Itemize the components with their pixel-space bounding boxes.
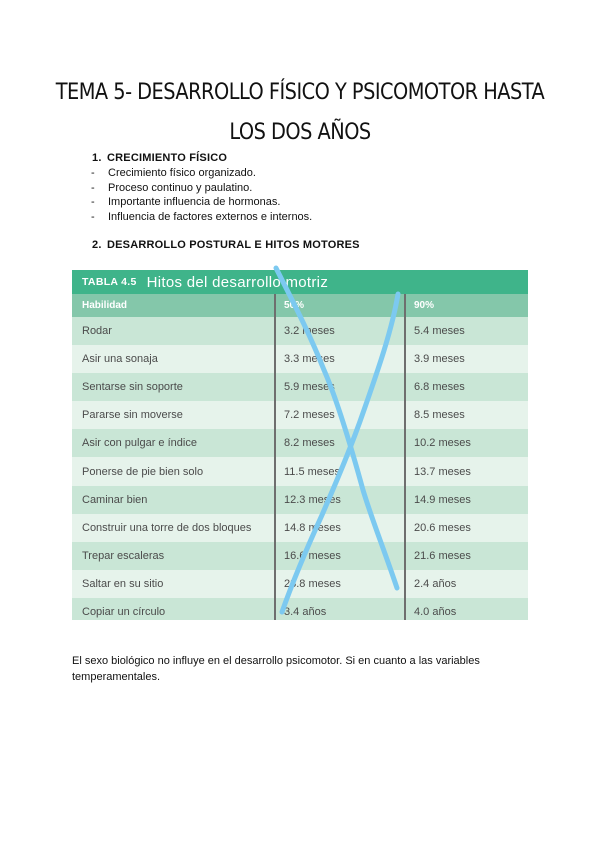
column-divider	[404, 294, 406, 620]
cell-90: 5.4 meses	[414, 325, 465, 338]
section-heading-desarrollo	[92, 239, 360, 251]
table-row	[72, 598, 528, 620]
table-row	[72, 429, 528, 457]
cell-50: 23.8 meses	[284, 577, 341, 590]
column-header-habilidad: Habilidad	[82, 300, 128, 311]
cell-habilidad: Trepar escaleras	[82, 549, 165, 562]
table-row	[72, 570, 528, 598]
cell-habilidad: Ponerse de pie bien solo	[82, 465, 204, 478]
table-body	[72, 317, 528, 620]
cell-habilidad: Copiar un círculo	[82, 605, 166, 618]
table-row	[72, 542, 528, 570]
table-label: TABLA 4.5	[82, 276, 137, 288]
cell-50: 3.2 meses	[284, 325, 335, 338]
cell-90: 8.5 meses	[414, 409, 465, 422]
table-row	[72, 345, 528, 373]
list-item: - Importante influencia de hormonas.	[90, 195, 312, 210]
cell-habilidad: Sentarse sin soporte	[82, 381, 183, 394]
section-heading-text: CRECIMIENTO FÍSICO	[107, 152, 228, 164]
list-item: - Crecimiento físico organizado.	[90, 166, 312, 181]
bullet-list	[90, 166, 312, 225]
column-header-50: 50%	[284, 300, 305, 311]
cell-90: 13.7 meses	[414, 465, 471, 478]
cell-habilidad: Caminar bien	[82, 493, 148, 506]
cell-90: 2.4 años	[414, 577, 457, 590]
cell-90: 14.9 meses	[414, 493, 471, 506]
milestones-table	[72, 270, 528, 620]
paragraph-line-2: temperamentales.	[72, 671, 161, 683]
table-row	[72, 317, 528, 345]
cell-habilidad: Pararse sin moverse	[82, 409, 183, 422]
cell-habilidad: Construir una torre de dos bloques	[82, 521, 252, 534]
table-row	[72, 486, 528, 514]
cell-50: 11.5 meses	[284, 465, 341, 478]
section-heading-crecimiento	[92, 152, 227, 164]
cell-50: 3.4 años	[284, 605, 327, 618]
table-row	[72, 457, 528, 485]
closing-paragraph	[72, 653, 532, 685]
cell-90: 6.8 meses	[414, 381, 465, 394]
section-number: 2.	[92, 239, 102, 251]
list-item: - Influencia de factores externos e internos.	[90, 210, 312, 225]
cell-habilidad: Rodar	[82, 325, 112, 338]
section-heading-text: DESARROLLO POSTURAL E HITOS MOTORES	[107, 239, 360, 251]
cell-90: 21.6 meses	[414, 549, 471, 562]
section-number: 1.	[92, 152, 102, 164]
table-row	[72, 514, 528, 542]
cell-90: 4.0 años	[414, 605, 457, 618]
table-title: Hitos del desarrollo motriz	[146, 273, 329, 291]
cell-habilidad: Saltar en su sitio	[82, 577, 164, 590]
table-column-headers	[72, 294, 528, 317]
table-row	[72, 401, 528, 429]
page-title	[42, 72, 558, 152]
cell-habilidad: Asir una sonaja	[82, 353, 158, 366]
page-title-line-1: TEMA 5- DESARROLLO FÍSICO Y PSICOMOTOR HASTA	[55, 79, 545, 105]
paragraph-line-1: El sexo biológico no influye en el desarrollo psicomotor. Si en cuanto a las variables	[72, 655, 480, 667]
cell-50: 7.2 meses	[284, 409, 335, 422]
cell-90: 10.2 meses	[414, 437, 471, 450]
cell-habilidad: Asir con pulgar e índice	[82, 437, 197, 450]
column-header-90: 90%	[414, 300, 435, 311]
column-divider	[274, 294, 276, 620]
cell-50: 14.8 meses	[284, 521, 341, 534]
cell-90: 3.9 meses	[414, 353, 465, 366]
cell-90: 20.6 meses	[414, 521, 471, 534]
table-row	[72, 373, 528, 401]
cell-50: 3.3 meses	[284, 353, 335, 366]
cell-50: 5.9 meses	[284, 381, 335, 394]
cell-50: 16.6 meses	[284, 549, 341, 562]
table-header	[72, 270, 528, 294]
cell-50: 12.3 meses	[284, 493, 341, 506]
list-item: - Proceso continuo y paulatino.	[90, 181, 312, 196]
page-title-line-2: LOS DOS AÑOS	[229, 119, 371, 145]
cell-50: 8.2 meses	[284, 437, 335, 450]
